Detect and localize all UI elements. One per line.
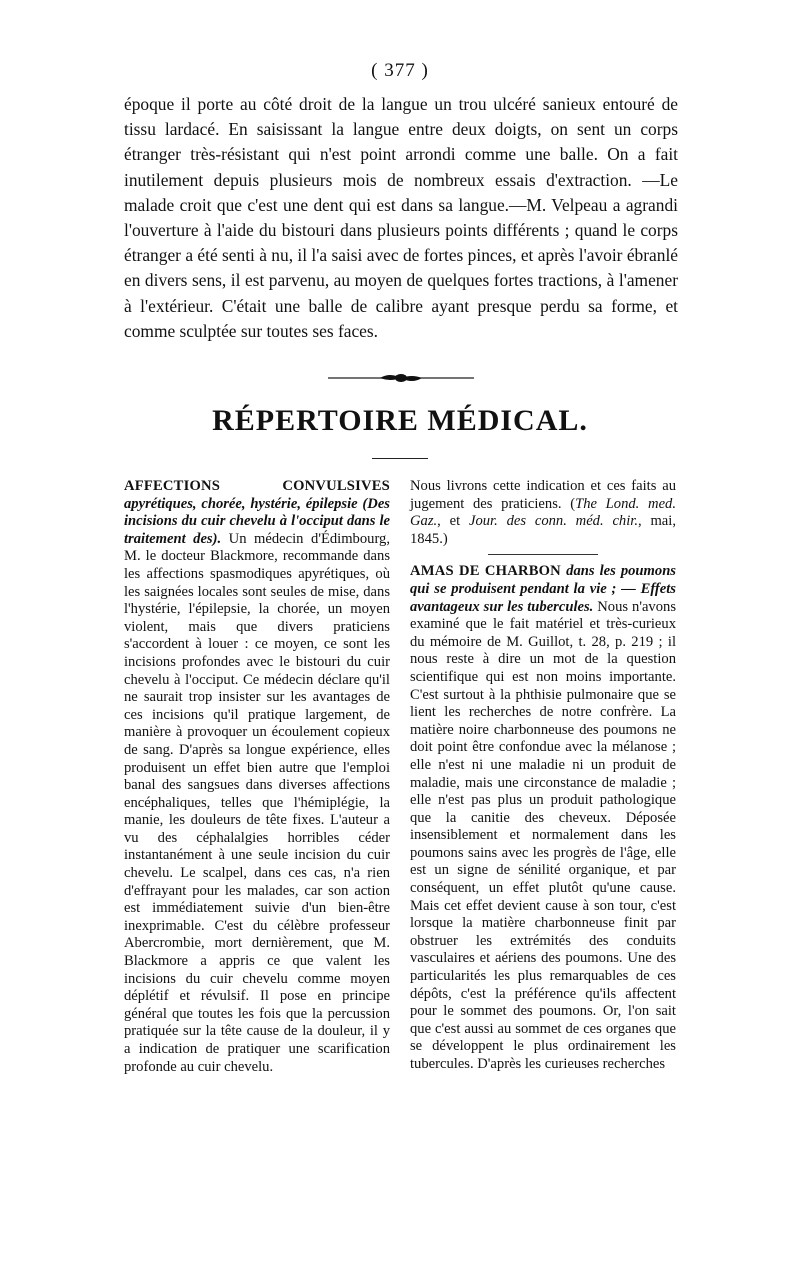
- entry-separator-rule: [488, 554, 598, 555]
- intro-paragraph: époque il porte au côté droit de la langue un trou ulcéré sanieux entouré de tissu lardacé. En saisissant la langue entre deux doigts, on sent un corps étranger très-résistant qui n'est point arrondi comme une balle. On a fait inutilement depuis plusieurs mois de nombreux essais d'extraction. —Le malade croit que c'est une dent qui est dans sa langue.—M. Velpeau a agrandi l'ouverture à l'aide du bistouri dans plusieurs points différents ; quand le corps étranger a été senti à nu, il l'a saisi avec de fortes pinces, et après l'avoir ébranlé en divers sens, il est parvenu, au moyen de quelques fortes tractions, à l'amener à l'extérieur. C'était une balle de calibre ayant presque perdu sa forme, et comme sculptée sur toutes ses faces.: [124, 94, 678, 341]
- continuation-text-after: , mai, 1845.): [410, 513, 676, 547]
- entry-heading: AMAS DE CHARBON: [410, 563, 567, 580]
- entry-body: Un médecin d'Édimbourg, M. le docteur Blackmore, recommande dans les affections spasmodiques apyrétiques, où les saignées locales sont seules de mise, dans l'hystérie, l'épilepsie, la chorée, un moyen violent, mais que divers praticiens s'accordent à louer : ce moyen, ce sont les incisions profondes avec le bistouri du cuir chevelu à l'occiput. Ce médecin déclare qu'il ne saurait trop insister sur les avantages de ces incisions qu'il pratique largement, de manière à provoquer un écoulement copieux de sang. D'après sa longue expérience, elles produisent un effet bien autre que l'emploi banal des sangsues dans diverses affections encéphaliques, telles que l'hémiplégie, la manie, les douleurs de tête fixes. L'auteur a vu des céphalalgies horribles céder instantanément à une seule incision du cuir chevelu. Le scalpel, dans ces cas, n'a rien d'effrayant pour les malades, car son action est immédiatement suivie d'un bien-être inexprimable. C'est du célèbre professeur Abercrombie, mort dernièrement, que M. Blackmore a appris ce que valent les incisions du cuir chevelu comme moyen déplétif et révulsif. Il pose en principe général que toutes les fois que la percussion pratiquée sur la tête cause de la douleur, il y a indication de pratiquer une scarification profonde au cuir chevelu.: [124, 530, 390, 1075]
- section-title: RÉPERTOIRE MÉDICAL.: [212, 404, 588, 437]
- intro-text-block: [124, 92, 678, 344]
- entry-body: Nous n'avons examiné que le fait matériel et très-curieux du mémoire de M. Guillot, t. 28, p. 219 ; il nous reste à dire un mot de la question scientifique qui est non moins importante. C'est surtout à la phthisie pulmonaire que se lient les recherches de notre confrère. La matière noire charbonneuse des poumons ne doit point être confondue avec la mélanose ; elle n'est ni une maladie ni un produit de maladie, mais une circonstance de maladie ; elle n'est pas plus un produit pathologique que la canitie des cheveux. Déposée insensiblement et normalement dans les poumons sains avec les progrès de l'âge, elle est un signe de sénilité organique, et par conséquent, un effet plutôt qu'une cause. Mais cet effet devient cause à son tour, c'est lorsque la matière charbonneuse finit par obstruer les extrémités des conduits vasculaires et aériens des poumons. Une des particularités les plus remarquables de ces dépôts, c'est la préférence qu'ils affectent pour le sommet des poumons. Or, l'on sait que c'est aussi au sommet de ces organes que se développent le plus ordinairement les tubercules. D'après les curieuses recherches: [410, 598, 676, 1072]
- right-column: [410, 478, 676, 1080]
- entry-subtitle: dans les poumons qui se produisent pendant la vie ; — Effets avantageux sur les tubercules.: [410, 563, 676, 615]
- entry-affections-convulsives: [124, 478, 390, 1076]
- entry-heading: AFFECTIONS CONVULSIVES: [124, 478, 390, 494]
- continuation-text-before: Nous livrons cette indication et ces faits au jugement des praticiens. (: [410, 478, 676, 512]
- entry-amas-de-charbon: [410, 563, 676, 1073]
- continuation-text-mid: , et: [437, 513, 469, 530]
- entry-continuation: [410, 478, 676, 548]
- ornament-divider-icon: [328, 372, 474, 384]
- citation-lond-med-gaz: The Lond. med. Gaz.: [410, 495, 676, 530]
- entry-subtitle: apyrétiques, chorée, hystérie, épilepsie (Des incisions du cuir chevelu à l'occiput dans le traitement des).: [124, 495, 390, 547]
- left-column: [124, 478, 390, 1082]
- title-rule: [372, 458, 428, 459]
- citation-jour-conn: Jour. des conn. méd. chir.: [468, 513, 638, 530]
- page-number: ( 377 ): [371, 60, 429, 81]
